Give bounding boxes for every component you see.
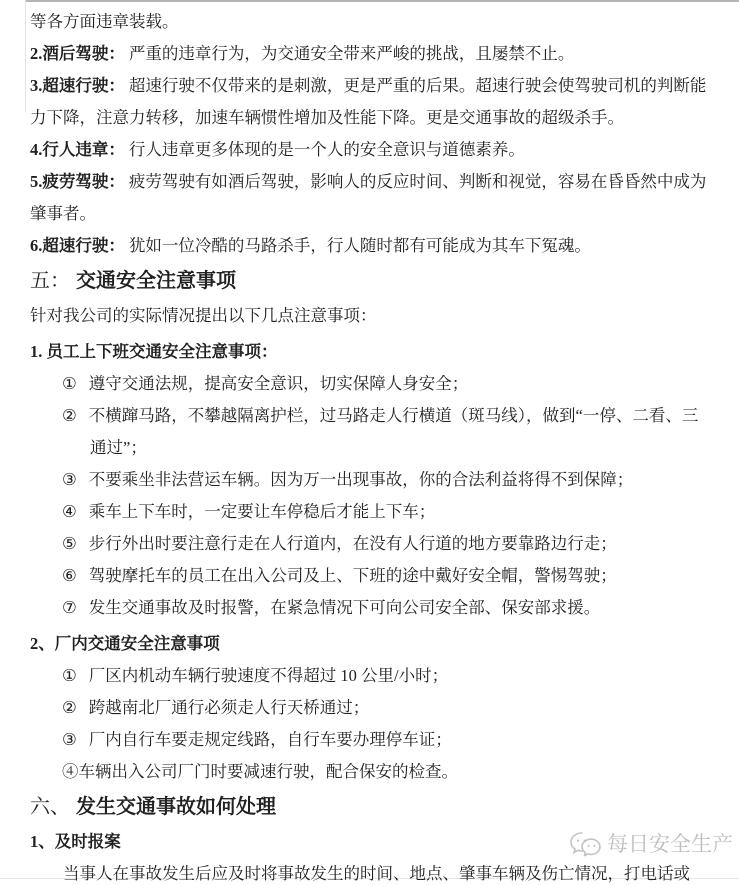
- section-title: 交通安全注意事项: [76, 270, 236, 292]
- list-item: [30, 464, 713, 496]
- paragraph-overspeed: [30, 230, 713, 262]
- list-item: [30, 400, 713, 464]
- section-title: 发生交通事故如何处理: [76, 796, 276, 818]
- section-heading-5: [30, 264, 713, 298]
- paragraph-text: 超速行驶不仅带来的是刺激，更是严重的后果。超速行驶会使驾驶司机的判断能力下降，注意力转移，加速车辆惯性增加及性能下降。更是交通事故的超级杀手。: [30, 76, 707, 127]
- top-border-line: [25, 0, 739, 2]
- section-number: 六、: [30, 796, 70, 818]
- list-item-text: 厂内自行车要走规定线路，自行车要办理停车证；: [88, 730, 452, 749]
- list-item-text: 跨越南北厂通行必须走人行天桥通过；: [88, 698, 370, 717]
- list-item-text: 遵守交通法规，提高安全意识，切实保障人身安全；: [88, 374, 469, 393]
- subheading-report-promptly: 1、及时报案: [30, 832, 121, 851]
- list-item-text: 不横蹿马路，不攀越隔离护栏，过马路走人行横道（斑马线），做到“一停、二看、三通过”；: [88, 406, 699, 457]
- paragraph-label: 4.行人违章：: [30, 140, 125, 159]
- circled-number-icon: ②: [62, 698, 77, 717]
- circled-number-icon: ⑤: [62, 534, 77, 553]
- paragraph-label: 2.酒后驾驶：: [30, 44, 125, 63]
- list-item: [30, 756, 713, 788]
- circled-number-icon: ③: [62, 730, 77, 749]
- list-item-text: 车辆出入公司厂门时要减速行驶，配合保安的检查。: [78, 762, 458, 781]
- circled-number-icon: ①: [62, 374, 77, 393]
- paragraph-label: 6.超速行驶：: [30, 236, 125, 255]
- circled-number-icon: ④: [62, 762, 79, 781]
- list-item-text: 不要乘坐非法营运车辆。因为万一出现事故，你的合法利益将得不到保障；: [88, 470, 634, 489]
- list-item-text: 乘车上下车时，一定要让车停稳后才能上下车；: [88, 502, 436, 521]
- circled-number-icon: ①: [62, 666, 77, 685]
- list-item: [30, 368, 713, 400]
- list-item: [30, 528, 713, 560]
- section-heading-6: [30, 790, 713, 824]
- watermark-text: 每日安全生产: [607, 833, 733, 856]
- list-item: [30, 560, 713, 592]
- paragraph-text: 疲劳驾驶有如酒后驾驶，影响人的反应时间、判断和视觉，容易在昏昏然中成为肇事者。: [30, 172, 707, 223]
- watermark: [569, 830, 733, 860]
- document-body: [30, 6, 713, 884]
- list-item: [30, 724, 713, 756]
- paragraph-fatigue-driving: [30, 166, 713, 230]
- paragraph-label: 5.疲劳驾驶：: [30, 172, 125, 191]
- paragraph-label: 3.超速行驶：: [30, 76, 125, 95]
- circled-number-icon: ⑥: [62, 566, 77, 585]
- circled-number-icon: ③: [62, 470, 77, 489]
- wechat-icon: [569, 830, 603, 860]
- list-item: [30, 496, 713, 528]
- paragraph-text: 行人违章更多体现的是一个人的安全意识与道德素养。: [128, 140, 525, 159]
- subheading-commute-safety: 1. 员工上下班交通安全注意事项：: [30, 342, 278, 361]
- list-item-text: 步行外出时要注意行走在人行道内，在没有人行道的地方要靠路边行走；: [88, 534, 617, 553]
- list-item-text: 驾驶摩托车的员工在出入公司及上、下班的途中戴好安全帽，警惕驾驶；: [88, 566, 617, 585]
- paragraph-text: 严重的违章行为，为交通安全带来严峻的挑战，且屡禁不止。: [128, 44, 575, 63]
- left-border-line: [25, 0, 26, 112]
- circled-number-icon: ④: [62, 502, 77, 521]
- subheading-factory-traffic: 2、厂内交通安全注意事项: [30, 634, 220, 653]
- paragraph-pedestrian-violation: [30, 134, 713, 166]
- list-item: [30, 592, 713, 624]
- paragraph-intro: 针对我公司的实际情况提出以下几点注意事项：: [30, 306, 377, 325]
- circled-number-icon: ⑦: [62, 598, 77, 617]
- paragraph-report-detail: 当事人在事故发生后应及时将事故发生的时间、地点、肇事车辆及伤亡情况，打电话或: [63, 864, 690, 883]
- section-number: 五：: [30, 270, 70, 292]
- list-item-text: 厂区内机动车辆行驶速度不得超过 10 公里/小时；: [88, 666, 449, 685]
- paragraph-speeding: [30, 70, 713, 134]
- list-item-text: 发生交通事故及时报警，在紧急情况下可向公司安全部、保安部求援。: [88, 598, 601, 617]
- paragraph: 等各方面违章装载。: [30, 12, 179, 31]
- list-item: [30, 692, 713, 724]
- list-item: [30, 660, 713, 692]
- paragraph-drunk-driving: [30, 38, 713, 70]
- circled-number-icon: ②: [62, 406, 77, 425]
- paragraph-text: 犹如一位冷酷的马路杀手，行人随时都有可能成为其车下冤魂。: [128, 236, 591, 255]
